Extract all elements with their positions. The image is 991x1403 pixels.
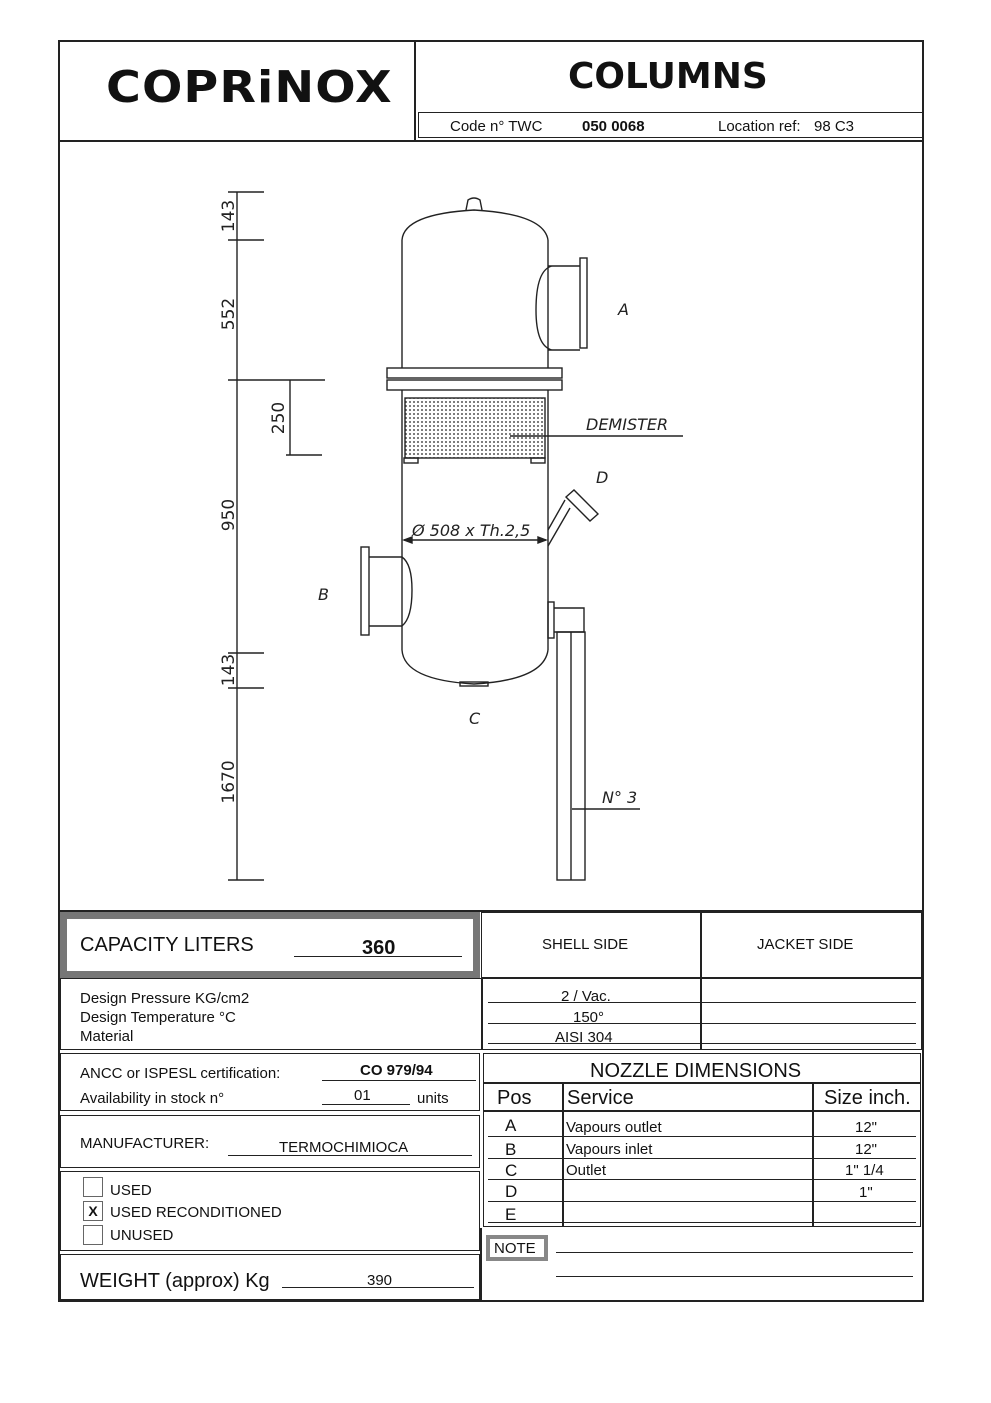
used-checkbox[interactable] xyxy=(83,1177,103,1197)
certification-value: CO 979/94 xyxy=(360,1062,433,1079)
nozzle-row-line xyxy=(488,1201,916,1202)
design-pressure-value: 2 / Vac. xyxy=(561,988,611,1005)
capacity-value: 360 xyxy=(362,937,396,959)
nozzle-col-service: Service xyxy=(567,1087,634,1109)
design-pressure-label: Design Pressure KG/cm2 xyxy=(80,990,250,1007)
dim-bottom-head: 143 xyxy=(219,653,239,687)
certification-underline xyxy=(322,1080,476,1081)
nozzle-size: 12" xyxy=(855,1141,878,1158)
dim-upper-shell: 552 xyxy=(219,297,239,331)
design-temperature-label: Design Temperature °C xyxy=(80,1009,236,1026)
unused-checkbox[interactable] xyxy=(83,1225,103,1245)
nozzle-pos: C xyxy=(505,1161,518,1180)
nozzle-pos: D xyxy=(505,1182,518,1201)
nozzle-col-divider-2 xyxy=(812,1082,814,1227)
nozzle-c-label: C xyxy=(469,709,481,728)
nozzle-row-line xyxy=(488,1158,916,1159)
design-temperature-value: 150° xyxy=(573,1009,605,1026)
diameter-label: Ø 508 x Th.2,5 xyxy=(412,521,531,540)
note-line-2[interactable] xyxy=(556,1276,913,1277)
weight-value: 390 xyxy=(367,1272,393,1289)
dim-top-head: 143 xyxy=(219,199,239,233)
stock-units: units xyxy=(417,1090,449,1107)
nozzle-size: 12" xyxy=(855,1119,878,1136)
nozzle-b-label: B xyxy=(318,585,329,604)
page-title: COLUMNS xyxy=(568,56,768,97)
location-value: 98 C3 xyxy=(814,118,855,135)
weight-label: WEIGHT (approx) Kg xyxy=(80,1270,270,1292)
used-label: USED xyxy=(110,1182,152,1199)
nozzle-title-line xyxy=(483,1082,921,1084)
nozzle-col-divider-1 xyxy=(562,1082,564,1227)
material-label: Material xyxy=(80,1028,134,1045)
jacket-side-label: JACKET SIDE xyxy=(757,936,854,953)
pressure-line xyxy=(488,1002,916,1003)
nozzle-pos: A xyxy=(505,1116,517,1135)
nozzle-size: 1" 1/4 xyxy=(845,1162,884,1179)
material-value: AISI 304 xyxy=(555,1029,613,1046)
nozzle-a-label: A xyxy=(618,300,629,319)
unused-label: UNUSED xyxy=(110,1227,174,1244)
design-divider xyxy=(481,978,483,1050)
shell-side-label: SHELL SIDE xyxy=(542,936,629,953)
demister-label: DEMISTER xyxy=(586,415,669,434)
stock-value: 01 xyxy=(354,1087,371,1104)
nozzle-service: Vapours inlet xyxy=(566,1141,653,1158)
nozzle-service: Outlet xyxy=(566,1162,607,1179)
nozzle-col-size: Size inch. xyxy=(824,1087,911,1109)
used-reconditioned-label: USED RECONDITIONED xyxy=(110,1204,282,1221)
used-reconditioned-checkbox[interactable]: X xyxy=(83,1201,103,1221)
material-line xyxy=(488,1043,916,1044)
manufacturer-label: MANUFACTURER: xyxy=(80,1135,210,1152)
temperature-line xyxy=(488,1023,916,1024)
location-label: Location ref: xyxy=(718,118,801,135)
company-logo: COPRiNOX xyxy=(106,62,393,113)
nozzle-row-line xyxy=(488,1222,916,1223)
code-value: 050 0068 xyxy=(582,118,645,135)
nozzle-table-title: NOZZLE DIMENSIONS xyxy=(590,1060,802,1082)
nozzle-service: Vapours outlet xyxy=(566,1119,662,1136)
note-line-1[interactable] xyxy=(556,1252,913,1253)
nozzle-pos: E xyxy=(505,1205,517,1224)
nozzle-row-line xyxy=(488,1179,916,1180)
dim-lower-shell: 950 xyxy=(219,498,239,532)
nozzle-d-label: D xyxy=(596,468,609,487)
certification-label: ANCC or ISPESL certification: xyxy=(80,1065,281,1082)
nozzle-header-line xyxy=(483,1110,921,1112)
legs-label: N° 3 xyxy=(602,788,638,807)
nozzle-size: 1" xyxy=(859,1184,873,1201)
note-label: NOTE xyxy=(494,1240,536,1257)
manufacturer-value: TERMOCHIMIOCA xyxy=(279,1139,409,1156)
code-label: Code n° TWC xyxy=(450,118,543,135)
capacity-label: CAPACITY LITERS xyxy=(80,934,254,956)
nozzle-row-line xyxy=(488,1136,916,1137)
dim-demister: 250 xyxy=(269,401,289,435)
nozzle-col-pos: Pos xyxy=(497,1087,532,1109)
nozzle-pos: B xyxy=(505,1140,517,1159)
stock-label: Availability in stock n° xyxy=(80,1090,225,1107)
note-divider xyxy=(480,1228,482,1300)
dim-legs: 1670 xyxy=(219,760,239,804)
stock-underline xyxy=(322,1104,410,1105)
